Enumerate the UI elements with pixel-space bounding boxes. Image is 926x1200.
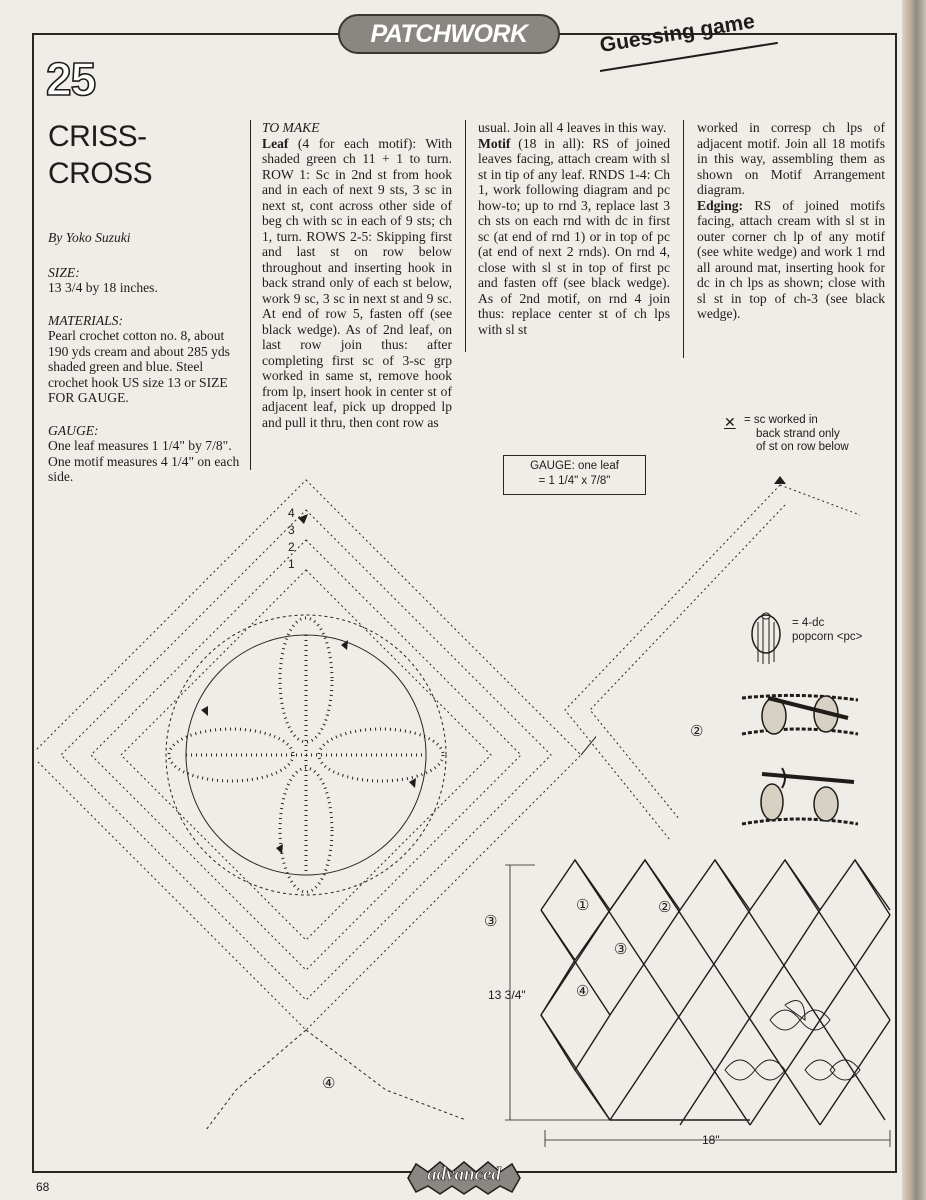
dimension-width: 18" [702, 1133, 720, 1147]
motif-text: (18 in all): RS of joined leaves facing, attach cream with sl st in tip of any leaf. RNDS 1-4: Ch 1, work following diagram and pc how-to; up to rnd 3, replace last 3 ch sts on each rnd with dc in first sc (at end of rnd 1) or in top of pc (at end of next 2 rnds). On rnd 4, close with sl st in top of first pc and fasten off (see black wedge). As of 2nd motif, on rnd 4 join thus: replace center st of ch lps with sl st [478, 135, 670, 337]
page-number: 68 [36, 1180, 50, 1194]
edging-paragraph [697, 198, 885, 322]
section-banner [338, 14, 560, 54]
materials-label: MATERIALS: [48, 312, 124, 328]
size-text: 13 3/4 by 18 inches. [48, 280, 158, 295]
instructions-col-2 [478, 120, 670, 337]
leaf-heading: Leaf [262, 135, 289, 151]
popcorn-legend-line-1: = 4-dc [792, 617, 825, 629]
edging-heading: Edging: [697, 197, 744, 213]
round-numbers [288, 505, 295, 573]
title-line-1: CRISS- [48, 120, 147, 153]
gauge-label: GAUGE: [48, 422, 99, 438]
arrangement-label-2: ② [658, 899, 672, 916]
sc-symbol: ✕ [724, 414, 736, 430]
sc-legend-line-2: back strand only [756, 427, 840, 440]
arrangement-side-label-3: ③ [484, 913, 498, 930]
popcorn-legend-line-2: popcorn <pc> [792, 631, 863, 643]
gauge-text: One leaf measures 1 1/4" by 7/8". One motif measures 4 1/4" on each side. [48, 438, 240, 484]
sc-legend-line-1: = sc worked in [744, 414, 818, 426]
sc-legend [744, 414, 849, 455]
motif-4-label: ④ [322, 1075, 336, 1092]
arrangement-label-4: ④ [576, 983, 590, 1000]
leaf-paragraph [262, 136, 452, 431]
arrangement-label-3: ③ [614, 941, 628, 958]
motif-heading: Motif [478, 135, 511, 151]
pattern-title [48, 118, 152, 192]
size-label: SIZE: [48, 264, 80, 280]
round-3-label: 3 [288, 523, 295, 537]
column-rule-2 [465, 120, 466, 352]
sc-legend-line-3: of st on row below [756, 441, 849, 453]
leaf-text: (4 for each motif): With shaded green ch 11 + 1 to turn. ROW 1: Sc in 2nd st from hook and in each of next 9 sts, 3 sc in next st, cont across other side of beg ch with sc in each of 9 sts; ch 1, turn. ROWS 2-5: Skipping first and last st on row below throughout and inserting hook in back strand only of each st below, work 9 sc, 3 sc in next st and 9 sc. At end of row 5, fasten off (see black wedge). As of 2nd leaf, on last row join thus: after completing first sc of 3-sc grp worked in same st, remove hook from lp, insert hook in center st of adjacent leaf, pick up dropped lp and pull it thru, then cont row as [262, 135, 452, 430]
column-rule-3 [683, 120, 684, 358]
motif-arrangement-diagram [505, 855, 897, 1155]
gauge-box-line-1: GAUGE: one leaf [530, 460, 619, 472]
page-edge [902, 0, 926, 1200]
column-rule-1 [250, 120, 251, 470]
materials-text: Pearl crochet cotton no. 8, about 190 yds cream and about 285 yds shaded green and blue. Steel crochet hook US size 13 or SIZE FOR GAUGE. [48, 328, 230, 405]
arrangement-label-1: ① [576, 897, 590, 914]
round-2-label: 2 [288, 540, 295, 554]
edging-chart [560, 470, 880, 850]
title-line-2: CROSS [48, 157, 153, 190]
motif-paragraph [478, 136, 670, 338]
howto-step-2-label: ② [690, 723, 704, 740]
col2-continuation: usual. Join all 4 leaves in this way. [478, 120, 667, 135]
level-badge-label: advanced [427, 1164, 501, 1185]
instructions-col-3 [697, 120, 885, 322]
dimension-height: 13 3/4" [488, 988, 526, 1002]
edging-text: RS of joined motifs facing, attach cream with sl st in outer corner ch lp of any motif (see white wedge) and work 1 rnd all around mat, inserting hook for dc in ch lps as shown; close with sl st in top of ch-3 (see black wedge). [697, 197, 885, 321]
instructions-col-1 [262, 120, 452, 430]
to-make-label: TO MAKE [262, 120, 320, 135]
gauge-box-line-2: = 1 1/4" x 7/8" [538, 475, 611, 487]
round-4-label: 4 [288, 506, 295, 520]
section-title: PATCHWORK [370, 19, 528, 48]
pattern-number: 25 [46, 53, 96, 105]
round-1-label: 1 [288, 557, 295, 571]
pattern-specs [48, 230, 240, 485]
byline: By Yoko Suzuki [48, 230, 131, 245]
col3-continuation: worked in corresp ch lps of adjacent motif. Join all 18 motifs in this way, assembling them as shown on Motif Arrangement diagram. [697, 120, 885, 197]
section-subtitle: Guessing game [598, 9, 757, 58]
